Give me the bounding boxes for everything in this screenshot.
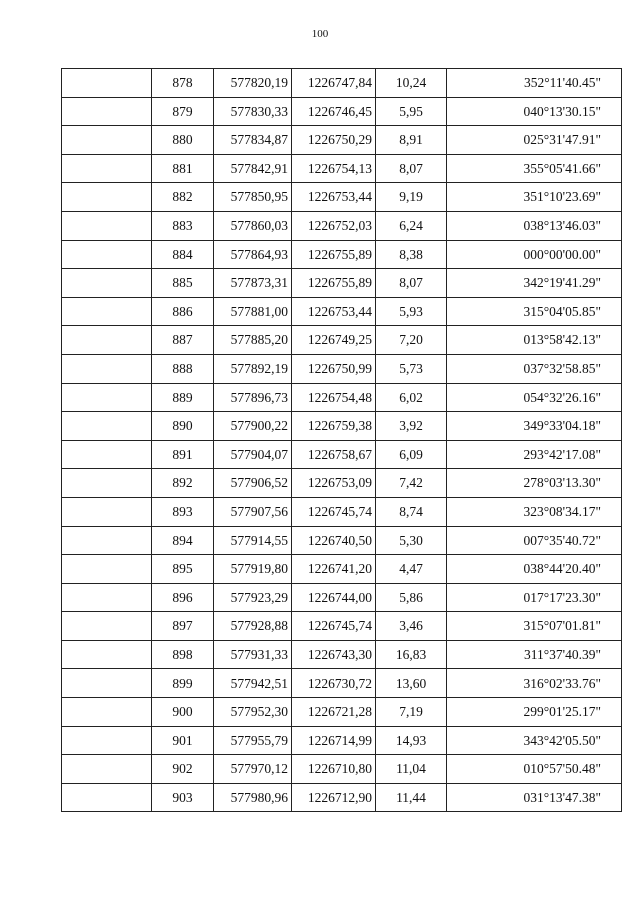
blank-cell xyxy=(62,69,152,98)
table-row xyxy=(62,669,622,698)
blank-cell xyxy=(62,497,152,526)
length-cell: 6,02 xyxy=(376,383,447,412)
point-number-cell: 898 xyxy=(152,640,214,669)
point-number-cell: 884 xyxy=(152,240,214,269)
y-coordinate-cell: 1226750,99 xyxy=(292,354,376,383)
point-number-cell: 885 xyxy=(152,269,214,298)
x-coordinate-cell: 577907,56 xyxy=(214,497,292,526)
angle-cell: 025°31'47.91" xyxy=(447,126,622,155)
length-cell: 7,42 xyxy=(376,469,447,498)
y-coordinate-cell: 1226714,99 xyxy=(292,726,376,755)
point-number-cell: 899 xyxy=(152,669,214,698)
point-number-cell: 882 xyxy=(152,183,214,212)
x-coordinate-cell: 577952,30 xyxy=(214,698,292,727)
y-coordinate-cell: 1226759,38 xyxy=(292,412,376,441)
blank-cell xyxy=(62,354,152,383)
y-coordinate-cell: 1226721,28 xyxy=(292,698,376,727)
blank-cell xyxy=(62,183,152,212)
x-coordinate-cell: 577980,96 xyxy=(214,783,292,812)
table-row xyxy=(62,440,622,469)
x-coordinate-cell: 577942,51 xyxy=(214,669,292,698)
coordinates-table xyxy=(61,68,622,812)
blank-cell xyxy=(62,383,152,412)
table-row xyxy=(62,583,622,612)
blank-cell xyxy=(62,640,152,669)
table-row xyxy=(62,154,622,183)
x-coordinate-cell: 577900,22 xyxy=(214,412,292,441)
y-coordinate-cell: 1226753,44 xyxy=(292,183,376,212)
angle-cell: 342°19'41.29" xyxy=(447,269,622,298)
blank-cell xyxy=(62,783,152,812)
blank-cell xyxy=(62,698,152,727)
blank-cell xyxy=(62,583,152,612)
x-coordinate-cell: 577896,73 xyxy=(214,383,292,412)
point-number-cell: 896 xyxy=(152,583,214,612)
y-coordinate-cell: 1226743,30 xyxy=(292,640,376,669)
point-number-cell: 900 xyxy=(152,698,214,727)
angle-cell: 000°00'00.00" xyxy=(447,240,622,269)
angle-cell: 278°03'13.30" xyxy=(447,469,622,498)
length-cell: 13,60 xyxy=(376,669,447,698)
blank-cell xyxy=(62,726,152,755)
table-row xyxy=(62,469,622,498)
blank-cell xyxy=(62,469,152,498)
length-cell: 4,47 xyxy=(376,555,447,584)
angle-cell: 349°33'04.18" xyxy=(447,412,622,441)
angle-cell: 013°58'42.13" xyxy=(447,326,622,355)
angle-cell: 355°05'41.66" xyxy=(447,154,622,183)
x-coordinate-cell: 577970,12 xyxy=(214,755,292,784)
blank-cell xyxy=(62,412,152,441)
point-number-cell: 881 xyxy=(152,154,214,183)
y-coordinate-cell: 1226740,50 xyxy=(292,526,376,555)
x-coordinate-cell: 577850,95 xyxy=(214,183,292,212)
y-coordinate-cell: 1226753,09 xyxy=(292,469,376,498)
blank-cell xyxy=(62,440,152,469)
point-number-cell: 893 xyxy=(152,497,214,526)
y-coordinate-cell: 1226747,84 xyxy=(292,69,376,98)
table-row xyxy=(62,326,622,355)
length-cell: 10,24 xyxy=(376,69,447,98)
table-row xyxy=(62,726,622,755)
table-row xyxy=(62,640,622,669)
angle-cell: 352°11'40.45" xyxy=(447,69,622,98)
length-cell: 8,07 xyxy=(376,154,447,183)
blank-cell xyxy=(62,97,152,126)
blank-cell xyxy=(62,669,152,698)
point-number-cell: 895 xyxy=(152,555,214,584)
point-number-cell: 903 xyxy=(152,783,214,812)
blank-cell xyxy=(62,240,152,269)
y-coordinate-cell: 1226745,74 xyxy=(292,612,376,641)
angle-cell: 315°04'05.85" xyxy=(447,297,622,326)
point-number-cell: 890 xyxy=(152,412,214,441)
angle-cell: 054°32'26.16" xyxy=(447,383,622,412)
length-cell: 7,20 xyxy=(376,326,447,355)
point-number-cell: 902 xyxy=(152,755,214,784)
length-cell: 11,44 xyxy=(376,783,447,812)
y-coordinate-cell: 1226758,67 xyxy=(292,440,376,469)
point-number-cell: 888 xyxy=(152,354,214,383)
blank-cell xyxy=(62,297,152,326)
table-row xyxy=(62,412,622,441)
point-number-cell: 897 xyxy=(152,612,214,641)
blank-cell xyxy=(62,154,152,183)
blank-cell xyxy=(62,269,152,298)
x-coordinate-cell: 577864,93 xyxy=(214,240,292,269)
point-number-cell: 891 xyxy=(152,440,214,469)
angle-cell: 038°44'20.40" xyxy=(447,555,622,584)
length-cell: 8,91 xyxy=(376,126,447,155)
blank-cell xyxy=(62,326,152,355)
y-coordinate-cell: 1226710,80 xyxy=(292,755,376,784)
length-cell: 9,19 xyxy=(376,183,447,212)
x-coordinate-cell: 577955,79 xyxy=(214,726,292,755)
angle-cell: 311°37'40.39" xyxy=(447,640,622,669)
table-body xyxy=(62,69,622,812)
point-number-cell: 892 xyxy=(152,469,214,498)
x-coordinate-cell: 577904,07 xyxy=(214,440,292,469)
x-coordinate-cell: 577842,91 xyxy=(214,154,292,183)
y-coordinate-cell: 1226752,03 xyxy=(292,211,376,240)
length-cell: 5,73 xyxy=(376,354,447,383)
page-number: 100 xyxy=(311,28,329,40)
blank-cell xyxy=(62,612,152,641)
length-cell: 11,04 xyxy=(376,755,447,784)
table-row xyxy=(62,240,622,269)
angle-cell: 010°57'50.48" xyxy=(447,755,622,784)
point-number-cell: 894 xyxy=(152,526,214,555)
length-cell: 3,92 xyxy=(376,412,447,441)
x-coordinate-cell: 577923,29 xyxy=(214,583,292,612)
angle-cell: 037°32'58.85" xyxy=(447,354,622,383)
x-coordinate-cell: 577931,33 xyxy=(214,640,292,669)
table-row xyxy=(62,755,622,784)
angle-cell: 316°02'33.76" xyxy=(447,669,622,698)
angle-cell: 343°42'05.50" xyxy=(447,726,622,755)
table-row xyxy=(62,383,622,412)
y-coordinate-cell: 1226730,72 xyxy=(292,669,376,698)
table-row xyxy=(62,526,622,555)
x-coordinate-cell: 577928,88 xyxy=(214,612,292,641)
blank-cell xyxy=(62,526,152,555)
x-coordinate-cell: 577820,19 xyxy=(214,69,292,98)
length-cell: 6,24 xyxy=(376,211,447,240)
length-cell: 5,93 xyxy=(376,297,447,326)
table-row xyxy=(62,612,622,641)
length-cell: 5,30 xyxy=(376,526,447,555)
table-row xyxy=(62,297,622,326)
length-cell: 7,19 xyxy=(376,698,447,727)
angle-cell: 007°35'40.72" xyxy=(447,526,622,555)
angle-cell: 040°13'30.15" xyxy=(447,97,622,126)
y-coordinate-cell: 1226712,90 xyxy=(292,783,376,812)
point-number-cell: 879 xyxy=(152,97,214,126)
table-row xyxy=(62,497,622,526)
length-cell: 14,93 xyxy=(376,726,447,755)
point-number-cell: 886 xyxy=(152,297,214,326)
x-coordinate-cell: 577834,87 xyxy=(214,126,292,155)
length-cell: 8,07 xyxy=(376,269,447,298)
angle-cell: 293°42'17.08" xyxy=(447,440,622,469)
y-coordinate-cell: 1226750,29 xyxy=(292,126,376,155)
length-cell: 8,38 xyxy=(376,240,447,269)
blank-cell xyxy=(62,211,152,240)
angle-cell: 323°08'34.17" xyxy=(447,497,622,526)
x-coordinate-cell: 577860,03 xyxy=(214,211,292,240)
table-row xyxy=(62,126,622,155)
angle-cell: 299°01'25.17" xyxy=(447,698,622,727)
y-coordinate-cell: 1226755,89 xyxy=(292,240,376,269)
angle-cell: 315°07'01.81" xyxy=(447,612,622,641)
length-cell: 16,83 xyxy=(376,640,447,669)
y-coordinate-cell: 1226741,20 xyxy=(292,555,376,584)
point-number-cell: 883 xyxy=(152,211,214,240)
table-row xyxy=(62,211,622,240)
y-coordinate-cell: 1226753,44 xyxy=(292,297,376,326)
blank-cell xyxy=(62,555,152,584)
x-coordinate-cell: 577906,52 xyxy=(214,469,292,498)
point-number-cell: 889 xyxy=(152,383,214,412)
x-coordinate-cell: 577881,00 xyxy=(214,297,292,326)
table-row xyxy=(62,698,622,727)
x-coordinate-cell: 577919,80 xyxy=(214,555,292,584)
length-cell: 3,46 xyxy=(376,612,447,641)
angle-cell: 017°17'23.30" xyxy=(447,583,622,612)
table-row xyxy=(62,69,622,98)
table-row xyxy=(62,269,622,298)
y-coordinate-cell: 1226754,13 xyxy=(292,154,376,183)
blank-cell xyxy=(62,755,152,784)
x-coordinate-cell: 577830,33 xyxy=(214,97,292,126)
y-coordinate-cell: 1226754,48 xyxy=(292,383,376,412)
angle-cell: 038°13'46.03" xyxy=(447,211,622,240)
point-number-cell: 901 xyxy=(152,726,214,755)
y-coordinate-cell: 1226746,45 xyxy=(292,97,376,126)
x-coordinate-cell: 577885,20 xyxy=(214,326,292,355)
blank-cell xyxy=(62,126,152,155)
angle-cell: 031°13'47.38" xyxy=(447,783,622,812)
point-number-cell: 880 xyxy=(152,126,214,155)
point-number-cell: 878 xyxy=(152,69,214,98)
x-coordinate-cell: 577873,31 xyxy=(214,269,292,298)
length-cell: 6,09 xyxy=(376,440,447,469)
table-row xyxy=(62,783,622,812)
y-coordinate-cell: 1226755,89 xyxy=(292,269,376,298)
table-row xyxy=(62,97,622,126)
length-cell: 5,95 xyxy=(376,97,447,126)
y-coordinate-cell: 1226745,74 xyxy=(292,497,376,526)
x-coordinate-cell: 577914,55 xyxy=(214,526,292,555)
angle-cell: 351°10'23.69" xyxy=(447,183,622,212)
x-coordinate-cell: 577892,19 xyxy=(214,354,292,383)
table-row xyxy=(62,555,622,584)
length-cell: 8,74 xyxy=(376,497,447,526)
y-coordinate-cell: 1226749,25 xyxy=(292,326,376,355)
point-number-cell: 887 xyxy=(152,326,214,355)
table-row xyxy=(62,354,622,383)
length-cell: 5,86 xyxy=(376,583,447,612)
table-row xyxy=(62,183,622,212)
y-coordinate-cell: 1226744,00 xyxy=(292,583,376,612)
